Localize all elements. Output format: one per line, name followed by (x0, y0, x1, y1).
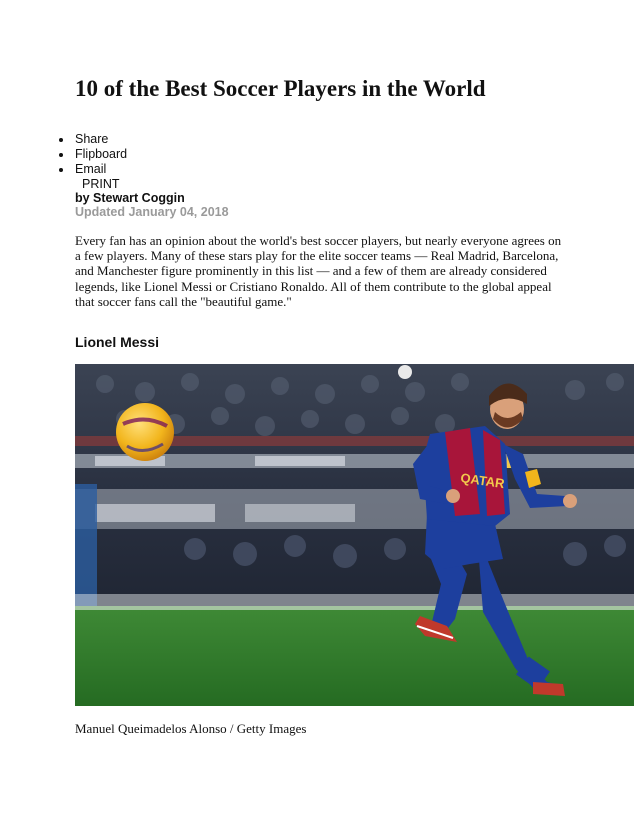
photo-caption: Manuel Queimadelos Alonso / Getty Images (75, 721, 307, 736)
print-button[interactable]: PRINT (82, 177, 120, 191)
section-heading: Lionel Messi (75, 334, 160, 350)
share-list (56, 132, 127, 177)
author-byline: by Stewart Coggin (75, 191, 185, 205)
flipboard-link[interactable]: Flipboard (56, 147, 127, 162)
email-link[interactable]: Email (56, 162, 127, 177)
updated-date: Updated January 04, 2018 (75, 205, 229, 219)
page-title: 10 of the Best Soccer Players in the World (75, 76, 486, 101)
share-link[interactable]: Share (56, 132, 127, 147)
player-photo (75, 364, 634, 706)
svg-text:QATAR: QATAR (459, 470, 506, 492)
intro-paragraph: Every fan has an opinion about the world's best soccer players, but nearly everyone agrees on a few players. Many of these stars play for the elite soccer teams — Real Madrid, Barcelona, and Manchester figure prominently in this list — and a few of them are already considered legends, like Lionel Messi or Cristiano Ronaldo. All of them contribute to the global appeal that soccer fans call the "beautiful game." (75, 233, 562, 309)
